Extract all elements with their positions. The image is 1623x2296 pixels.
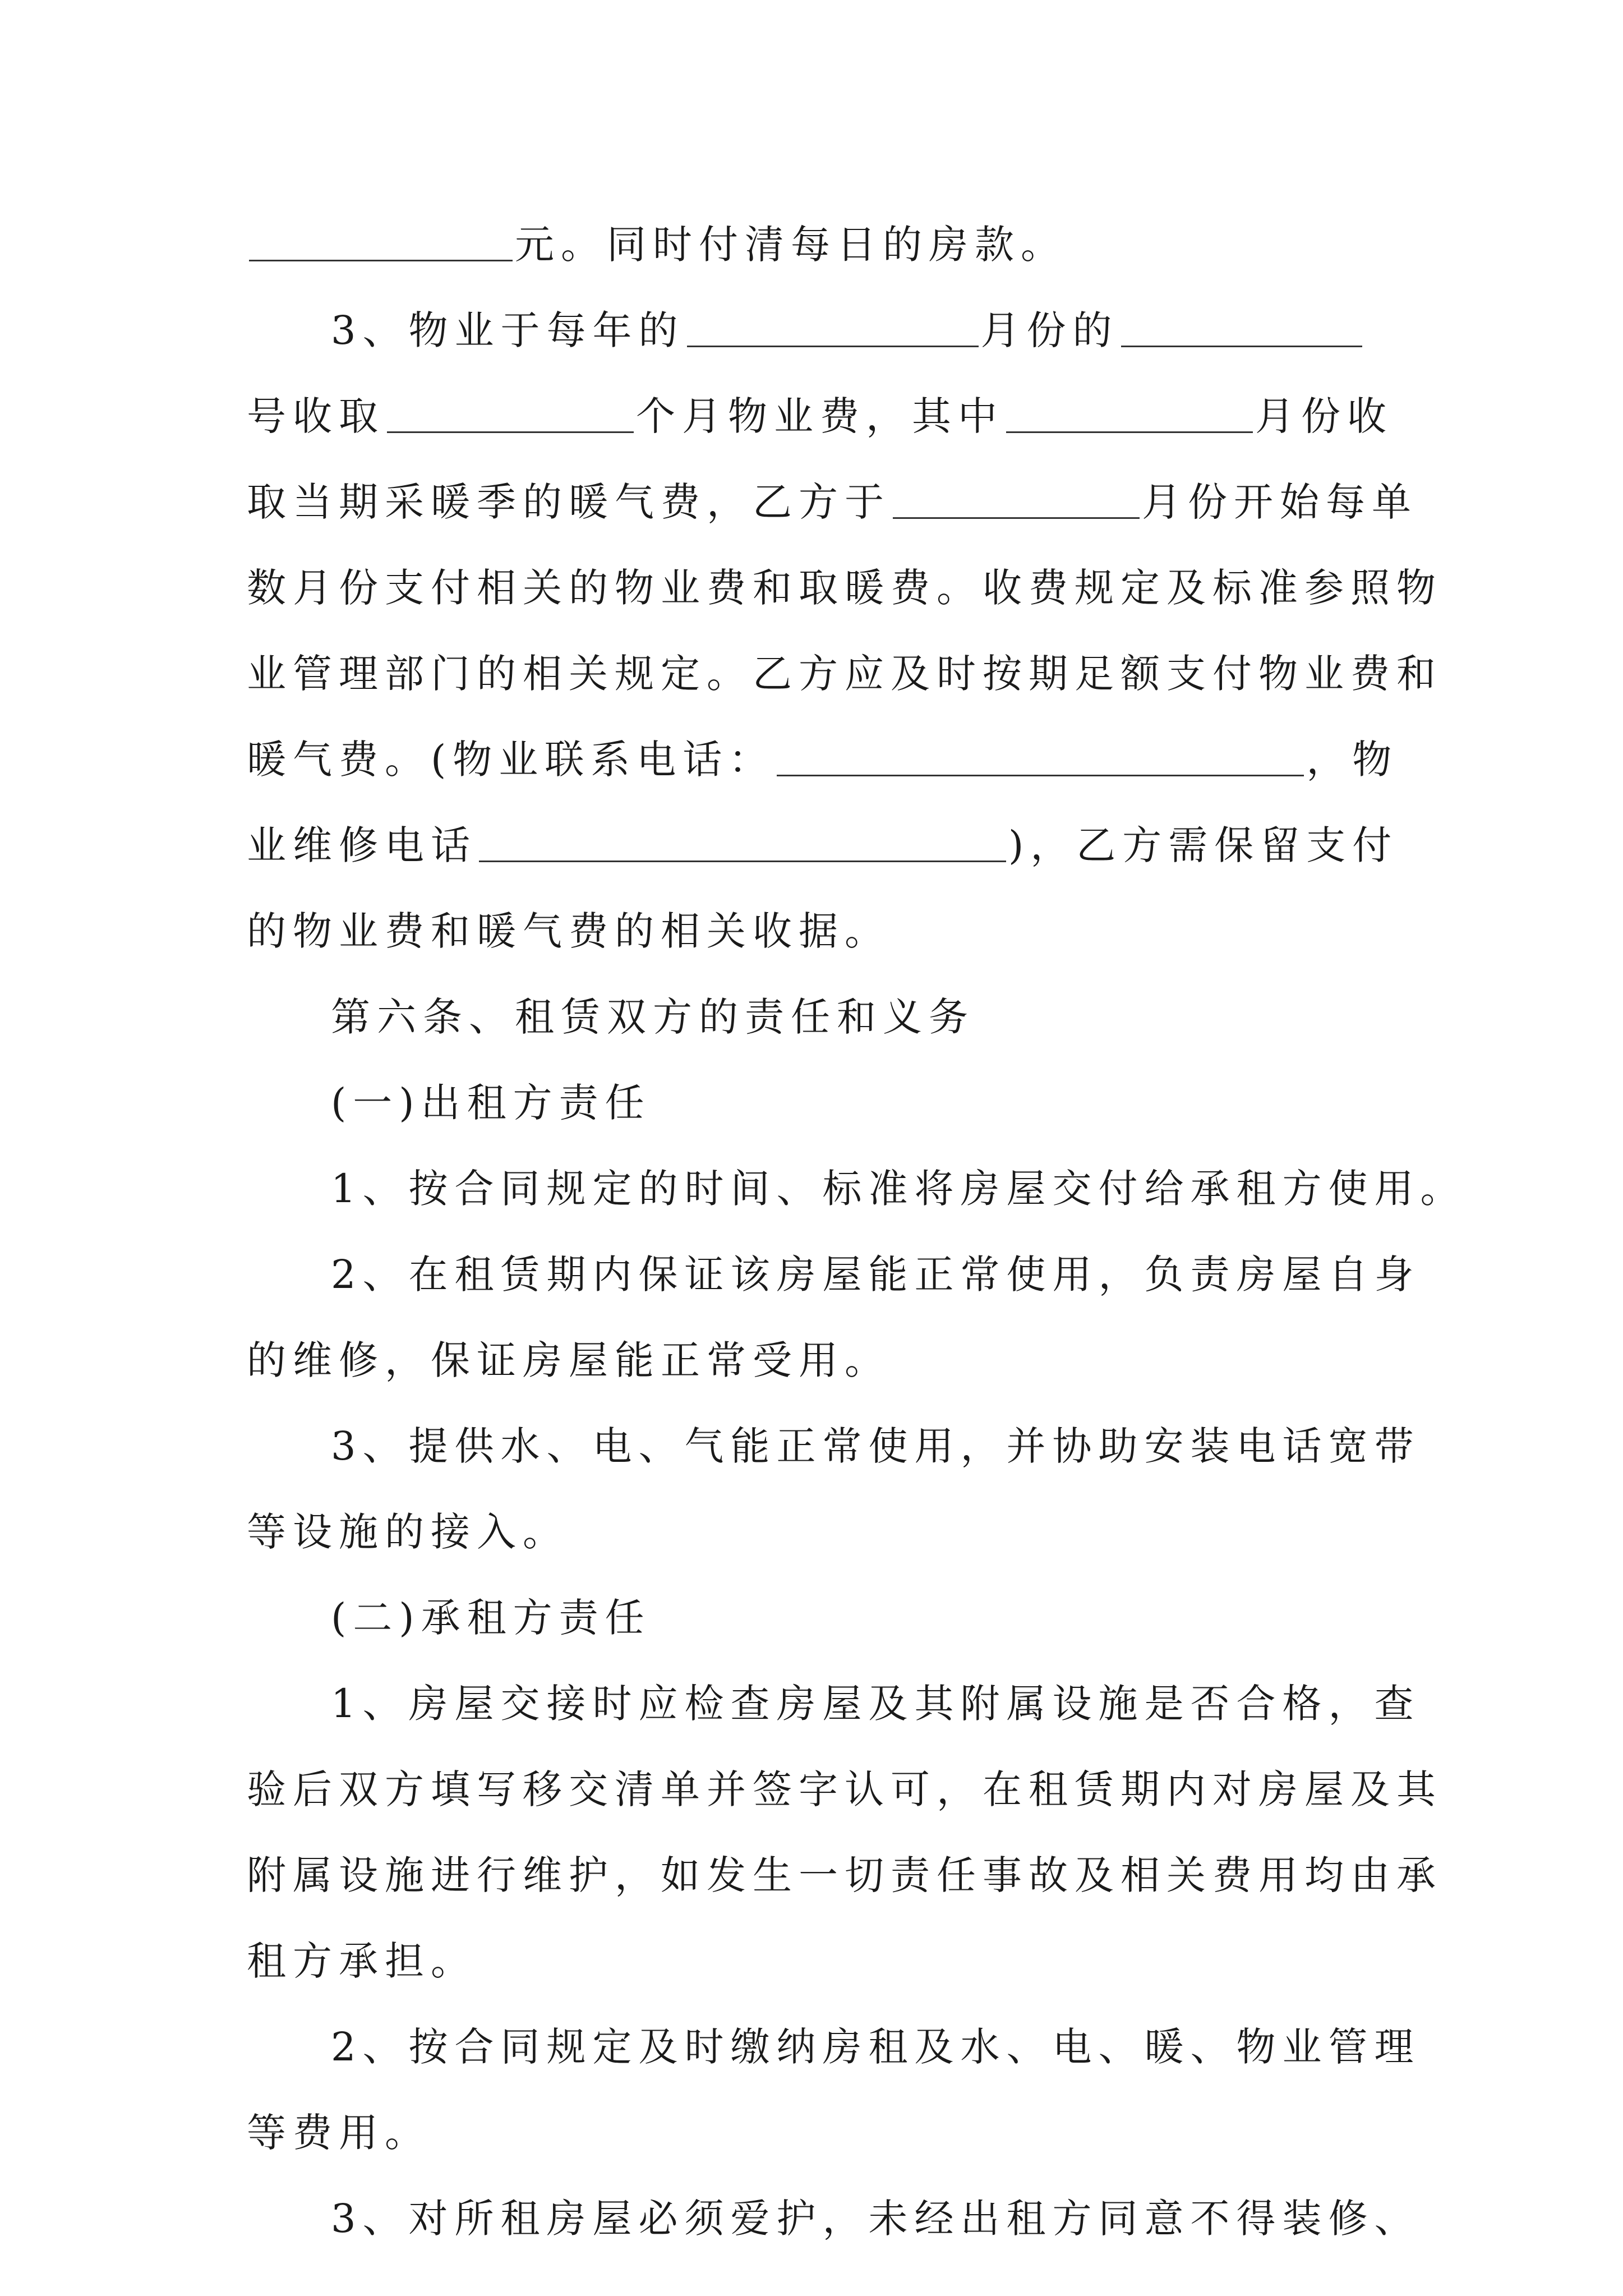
text-segment: 等费用。 [247, 2110, 431, 2156]
text-line [247, 1318, 1382, 1404]
text-line [247, 717, 1399, 803]
text-line [247, 2004, 1421, 2090]
text-segment: 月份开始每单 [1142, 479, 1418, 525]
text-segment: 附属设施进行维护，如发生一切责任事故及相关费用均由承 [247, 1852, 1442, 1898]
fill-in-blank[interactable] [777, 735, 1304, 776]
text-line [247, 202, 1382, 288]
text-line [247, 631, 1442, 717]
text-segment: 的物业费和暖气费的相关收据。 [247, 908, 891, 954]
text-segment: 元。同时付清每日的房款。 [515, 222, 1067, 268]
text-segment: 第六条、租赁双方的责任和义务 [331, 994, 975, 1040]
text-line [247, 889, 1382, 974]
text-segment: 3、提供水、电、气能正常使用，并协助安装电话宽带 [331, 1423, 1421, 1469]
text-line [247, 2176, 1421, 2262]
text-line [247, 1661, 1421, 1747]
fill-in-blank[interactable] [387, 392, 634, 433]
fill-in-blank[interactable] [893, 478, 1140, 519]
text-segment: 的维修，保证房屋能正常受用。 [247, 1337, 891, 1383]
text-segment: 1、按合同规定的时间、标准将房屋交付给承租方使用。 [331, 1166, 1467, 1212]
text-line [247, 1060, 1382, 1146]
text-segment: 2、按合同规定及时缴纳房租及水、电、暖、物业管理 [331, 2024, 1421, 2070]
text-line [247, 288, 1382, 374]
fill-in-blank[interactable] [249, 220, 513, 261]
text-line [247, 1404, 1421, 1489]
text-segment: 业维修电话 [247, 822, 477, 868]
text-segment: ，物 [1306, 737, 1399, 783]
text-line [247, 1575, 1382, 1661]
fill-in-blank[interactable] [479, 821, 1006, 862]
text-line [247, 1489, 1382, 1575]
text-line [247, 974, 1382, 1060]
text-segment: 3、对所租房屋必须爱护，未经出租方同意不得装修、 [331, 2196, 1421, 2242]
text-segment: 取当期采暖季的暖气费，乙方于 [247, 479, 891, 525]
fill-in-blank[interactable] [1006, 392, 1253, 433]
text-line [247, 1747, 1442, 1833]
text-segment: 暖气费。(物业联系电话： [247, 737, 775, 783]
text-segment: )，乙方需保留支付 [1008, 822, 1399, 868]
fill-in-blank[interactable] [687, 306, 979, 347]
text-segment: 月份收 [1255, 393, 1393, 439]
text-segment: 租方承担。 [247, 1938, 477, 1984]
text-line [247, 1918, 1382, 2004]
text-segment: 数月份支付相关的物业费和取暖费。收费规定及标准参照物 [247, 565, 1442, 611]
text-segment: 个月物业费，其中 [636, 393, 1004, 439]
text-segment: 1、房屋交接时应检查房屋及其附属设施是否合格，查 [331, 1681, 1421, 1727]
text-segment: 验后双方填写移交清单并签字认可，在租赁期内对房屋及其 [247, 1766, 1442, 1812]
text-line [247, 545, 1442, 631]
text-line [247, 803, 1399, 889]
text-line [247, 2090, 1382, 2176]
text-line [247, 1146, 1467, 1232]
document-page [247, 202, 1467, 2262]
text-segment: 号收取 [247, 393, 385, 439]
text-segment: 3、物业于每年的 [331, 307, 685, 353]
fill-in-blank[interactable] [1121, 306, 1362, 347]
text-segment: 业管理部门的相关规定。乙方应及时按期足额支付物业费和 [247, 651, 1442, 697]
text-segment: (一)出租方责任 [331, 1080, 651, 1126]
text-line [247, 374, 1393, 459]
text-segment: 2、在租赁期内保证该房屋能正常使用，负责房屋自身 [331, 1251, 1421, 1297]
text-segment: (二)承租方责任 [331, 1595, 651, 1641]
text-segment: 月份的 [980, 307, 1119, 353]
text-line [247, 1232, 1421, 1318]
text-line [247, 459, 1418, 545]
text-line [247, 1833, 1442, 1918]
text-segment: 等设施的接入。 [247, 1509, 569, 1555]
